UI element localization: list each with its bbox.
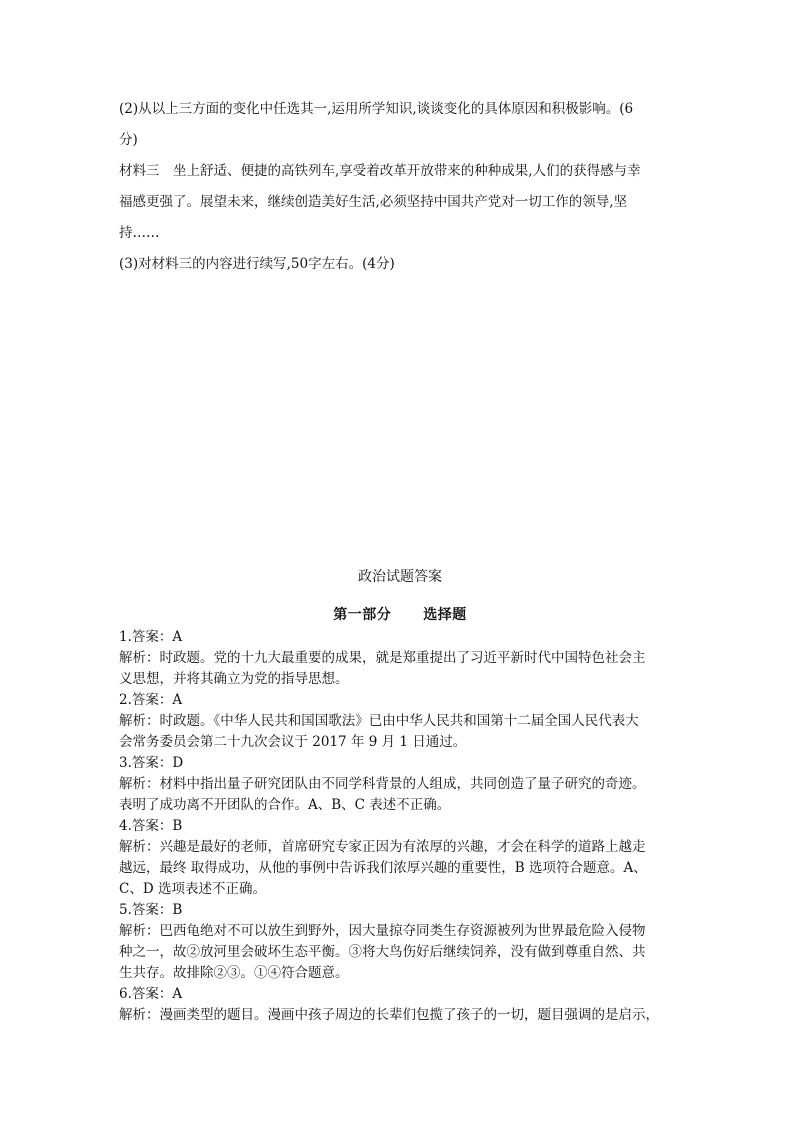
analysis-5-line-3: 生共存。故排除②③。①④符合题意。 bbox=[119, 965, 349, 981]
material-3-line-3: 持…… bbox=[119, 225, 160, 241]
material-3-line-2: 福感更强了。展望未来，继续创造美好生活,必须坚持中国共产党对一切工作的领导,坚 bbox=[119, 194, 628, 210]
analysis-2-line-1: 解析：时政题。《中华人民共和国国歌法》已由中华人民共和国第十二届全国人民代表大 bbox=[119, 713, 639, 729]
analysis-1-line-1: 解析：时政题。党的十九大最重要的成果，就是郑重提出了习近平新时代中国特色社会主 bbox=[119, 650, 646, 666]
answer-2: 2.答案：A bbox=[119, 692, 183, 708]
analysis-3-line-1: 解析：材料中指出量子研究团队由不同学科背景的人组成，共同创造了量子研究的奇迹。 bbox=[119, 776, 646, 792]
material-3-line-1: 材料三 坐上舒适、便捷的高铁列车,享受着改革开放带来的种种成果,人们的获得感与幸 bbox=[119, 163, 641, 179]
analysis-6-line-1: 解析：漫画类型的题目。漫画中孩子周边的长辈们包揽了孩子的一切，题目强调的是启示， bbox=[119, 1007, 659, 1023]
analysis-3-line-2: 表明了成功离不开团队的合作。A、B、C 表述不正确。 bbox=[119, 797, 451, 813]
answers-title: 政治试题答案 bbox=[358, 569, 442, 585]
analysis-4-line-3: C、D 选项表述不正确。 bbox=[119, 881, 266, 897]
analysis-1-line-2: 义思想，并将其确立为党的指导思想。 bbox=[119, 671, 349, 687]
analysis-2-line-2: 会常务委员会第二十九次会议于 2017 年 9 月 1 日通过。 bbox=[119, 734, 467, 750]
question-2-line-2: 分) bbox=[119, 132, 138, 148]
part-heading bbox=[0, 604, 800, 624]
answer-4: 4.答案：B bbox=[119, 818, 183, 834]
answer-3: 3.答案：D bbox=[119, 755, 184, 771]
analysis-4-line-2: 越远，最终 取得成功，从他的事例中告诉我们浓厚兴趣的重要性，B 选项符合题意。A、 bbox=[119, 860, 647, 876]
analysis-4-line-1: 解析：兴趣是最好的老师，首席研究专家正因为有浓厚的兴趣，才会在科学的道路上越走 bbox=[119, 839, 646, 855]
answer-5: 5.答案：B bbox=[119, 902, 183, 918]
answer-6: 6.答案：A bbox=[119, 986, 183, 1002]
part-label: 第一部分 bbox=[333, 607, 392, 623]
question-3-line: (3)对材料三的内容进行续写,50字左右。(4分) bbox=[119, 256, 395, 272]
analysis-5-line-1: 解析：巴西龟绝对不可以放生到野外，因大量掠夺同类生存资源被列为世界最危险入侵物 bbox=[119, 923, 646, 939]
answer-1: 1.答案：A bbox=[119, 629, 183, 645]
analysis-5-line-2: 种之一，故②放河里会破坏生态平衡。③将大鸟伤好后继续饲养，没有做到尊重自然、共 bbox=[119, 944, 646, 960]
question-2-line-1: (2)从以上三方面的变化中任选其一,运用所学知识,谈谈变化的具体原因和积极影响。(6 bbox=[119, 101, 634, 117]
part-name: 选择题 bbox=[423, 607, 467, 623]
